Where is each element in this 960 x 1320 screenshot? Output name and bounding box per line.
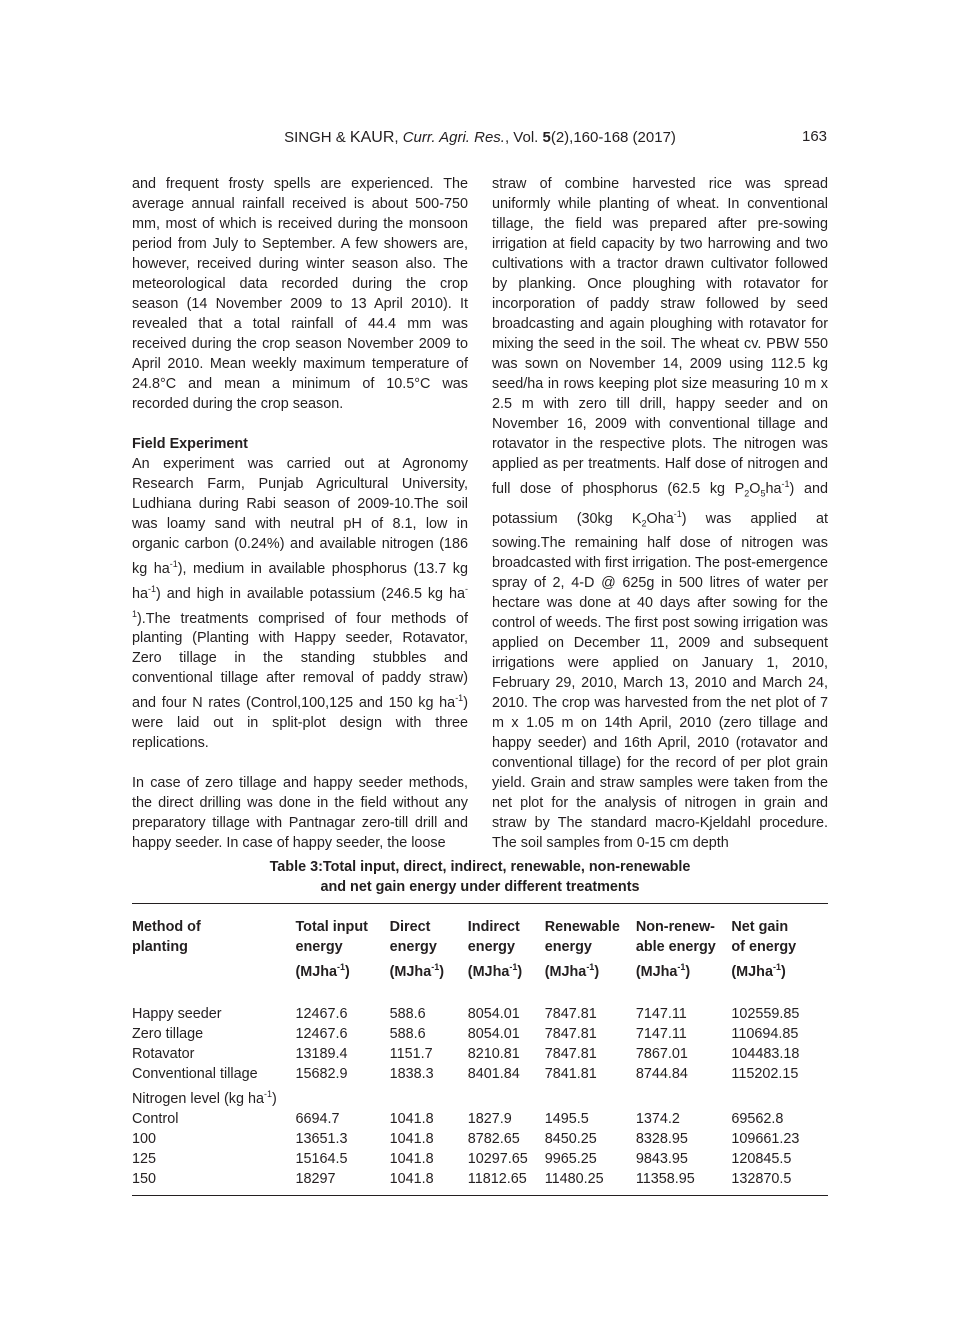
table-cell: 12467.6 (295, 1025, 348, 1042)
table-group-row (132, 1084, 828, 1109)
table-header-row (132, 904, 828, 1004)
energy-table (132, 903, 828, 1196)
page-number: 163 (802, 128, 828, 145)
issue-pages: (2),160-168 (2017) (550, 129, 676, 146)
table-cell: 150 (132, 1170, 157, 1187)
table-cell: 109661.23 (731, 1130, 800, 1147)
table-cell: 11480.25 (544, 1170, 604, 1187)
subscript: 5 (760, 488, 766, 499)
table-row (132, 1129, 828, 1149)
superscript: -1 (673, 508, 682, 519)
text-run: straw of combine harvested rice was spread uniformly while planting of wheat. In conventional tillage, the field was prepared after pre-sowing irrigation at field capacity by two harrowing and two cultivations with a tractor drawn cultivator followed by planking. Once ploughing with rotavator for incorporation of paddy straw followed by seed broadcasting and again ploughing with rotavator for mixing the seed in the soil. The wheat cv. PBW 550 was sown on November 14, 2009 using 112.5 kg seed/ha in rows keeping plot size measuring 10 m x 2.5 m with zero till drill, happy seeder and on November 16, 2009 with conventional tillage and rotavator in the respective plots. The nitrogen was applied as per treatments. Half dose of nitrogen and full dose of phosphorus (62.5 kg P (492, 176, 828, 497)
subscript: 2 (641, 518, 647, 529)
superscript: -1 (455, 693, 464, 704)
column-header: Direct energy (MJha$^{-1}$) (389, 919, 445, 980)
text-run: Oha (646, 510, 674, 527)
table-row (132, 1109, 828, 1129)
text-run: ha (765, 480, 782, 497)
table-cell: Happy seeder (132, 1005, 222, 1022)
text-run: ) were laid out in split-plot design with three replications. (132, 695, 468, 752)
table-row (132, 1149, 828, 1169)
volume-number: 5 (542, 129, 551, 146)
table-cell: 1151.7 (389, 1045, 433, 1062)
paragraph-zero-tillage: In case of zero tillage and happy seeder methods, the direct drilling was done in the field without any preparatory tillage with Pantnagar zero-till drill and happy seeder. In case of happy seeder, the loose (132, 775, 468, 852)
paragraph-climate: and frequent frosty spells are experienced. The average annual rainfall received is about 500-750 mm, most of which is received during the monsoon period from July to September. A few showers are, however, received during winter season also. The meteorological data recorded during the crop season (14 November 2009 to 13 April 2010). It revealed that a total rainfall of 44.4 mm was received during the crop season November 2009 to April 2010. Mean weekly maximum temperature of 24.8°C and mean a minimum of 10.5°C was recorded during the crop season. (132, 176, 468, 412)
text-run: O (749, 480, 761, 497)
table-cell: 8401.84 (467, 1065, 520, 1082)
superscript: -1 (148, 583, 157, 594)
text-run: An experiment was carried out at Agronomy Research Farm, Punjab Agricultural University, Ludhiana during Rabi season of 2009-10.The soil was loamy sand with neutral pH of 8.1, low in organic carbon (0.24%) and available nitrogen (186 kg ha (132, 456, 468, 577)
section-heading-field-experiment: Field Experiment (132, 436, 248, 452)
table-cell: 125 (132, 1150, 157, 1167)
table-cell: 7147.11 (635, 1025, 687, 1042)
table-cell: 1041.8 (389, 1150, 434, 1167)
table-cell: 69562.8 (731, 1110, 784, 1127)
subscript: 2 (744, 488, 750, 499)
table-cell: 7147.11 (635, 1005, 687, 1022)
journal-name: Curr. Agri. Res. (402, 129, 505, 146)
column-header: Renewable energy (MJha$^{-1}$) (544, 919, 620, 980)
text-run: ), medium in available phosphorus (13.7 kg ha (132, 560, 468, 602)
column-header: Method of planting (132, 919, 201, 955)
table-cell: 8450.25 (544, 1130, 597, 1147)
table-cell: 7847.81 (544, 1045, 597, 1062)
table-cell: 588.6 (389, 1005, 426, 1022)
table-cell: 11812.65 (467, 1170, 527, 1187)
column-header: Non-renew- able energy (MJha$^{-1}$) (635, 919, 716, 980)
table-cell: 588.6 (389, 1025, 426, 1042)
table-row (132, 1064, 828, 1084)
table-cell: 7847.81 (544, 1025, 597, 1042)
table-cell: 9965.25 (544, 1150, 597, 1167)
table-cell: 102559.85 (731, 1005, 800, 1022)
table-cell: 13189.4 (295, 1045, 348, 1062)
nitrogen-level-label: Nitrogen level (kg $ha^{-1}$) (132, 1088, 277, 1107)
paragraph-methods (492, 174, 828, 853)
table-cell: 8210.81 (467, 1045, 520, 1062)
table-cell: 115202.15 (731, 1065, 799, 1082)
table-cell: 15682.9 (295, 1065, 348, 1082)
table-cell: Control (132, 1110, 179, 1127)
table-cell: 1838.3 (389, 1065, 434, 1082)
table-cell: 13651.3 (295, 1130, 348, 1147)
table-cell: 1827.9 (467, 1110, 512, 1127)
author-text: SINGH & (284, 129, 350, 146)
table-cell: 8054.01 (467, 1005, 520, 1022)
table-bottom-rule (132, 1195, 828, 1196)
volume-label: , Vol. (504, 129, 543, 146)
column-header: Total input energy (MJha$^{-1}$) (295, 919, 368, 980)
text-run: ) and high in available potassium (246.5 kg ha (156, 585, 465, 602)
table-caption-line-2: and net gain energy under different treatments (320, 879, 640, 895)
left-column (132, 174, 468, 853)
running-header (0, 129, 960, 151)
table-cell: 120845.5 (731, 1150, 792, 1167)
energy-data-table (132, 904, 828, 1195)
table-cell: Zero tillage (132, 1025, 204, 1042)
table-cell: 8782.65 (467, 1130, 520, 1147)
column-header: Indirect energy (MJha$^{-1}$) (467, 919, 523, 980)
right-column (492, 174, 828, 853)
table-caption (132, 857, 828, 897)
table-cell: 1041.8 (389, 1170, 434, 1187)
table-caption-line-1: Table 3:Total input, direct, indirect, renewable, non-renewable (269, 859, 691, 875)
table-cell: 9843.95 (635, 1150, 688, 1167)
table-row (132, 1044, 828, 1064)
table-cell: 11358.95 (635, 1170, 695, 1187)
table-cell: 7867.01 (635, 1045, 688, 1062)
table-cell: 132870.5 (731, 1170, 792, 1187)
table-cell: 8328.95 (635, 1130, 688, 1147)
table-cell: Conventional tillage (132, 1065, 258, 1082)
table-cell: 1041.8 (389, 1130, 434, 1147)
author-text-2: KAUR (349, 129, 395, 146)
table-cell: 6694.7 (295, 1110, 340, 1127)
table-cell: 110694.85 (731, 1025, 799, 1042)
text-run: ).The treatments comprised of four methods of planting (Planting with Happy seeder, Rotavator, Zero tillage in the standing stubbles and conventional tillage after removal of paddy straw) and four N rates (Control,100,125 and 150 kg ha (132, 610, 468, 712)
table-cell: 7841.81 (544, 1065, 597, 1082)
table-row (132, 1004, 828, 1024)
table-row (132, 1024, 828, 1044)
paragraph-experiment (132, 454, 468, 753)
column-header: Net gain of energy (MJha$^{-1}$) (731, 919, 797, 980)
table-cell: 104483.18 (731, 1045, 800, 1062)
running-head: SINGH & KAUR, Curr. Agri. Res., Vol. 5(2),160-168 (2017) (284, 129, 676, 146)
table-row (132, 1169, 828, 1195)
table-cell: 7847.81 (544, 1005, 597, 1022)
superscript: -1 (169, 559, 178, 569)
table-cell: 12467.6 (295, 1005, 348, 1022)
text-run: ) and potassium (30kg K (492, 480, 828, 527)
superscript: -1 (132, 583, 468, 619)
table-cell: 8744.84 (635, 1065, 688, 1082)
text-run: ) was applied at sowing.The remaining half dose of nitrogen was broadcasted with first irrigation. The post-emergence spray of 2, 4-D @ 625g in 500 litres of water per hectare was done at 40 days after sowing for the control of weeds. The first post sowing irrigation was applied on December 11, 2009 and subsequent irrigations were applied on January 1, 2010, February 29, 2010, March 13, 2010 and March 24, 2010. The crop was harvested from the net plot of 7 m x 1.05 m on 14th April, 2010 (zero tillage and happy seeder) and 16th April, 2010 (rotavator and conventional tillage) for the record of per plot grain yield. Grain and straw samples were taken from the net plot for the analysis of nitrogen in grain and straw by The standard macro-Kjeldahl procedure. The soil samples from 0-15 cm depth (492, 510, 828, 852)
table-cell: 10297.65 (467, 1150, 528, 1167)
table-cell: Rotavator (132, 1045, 195, 1062)
table-cell: 18297 (295, 1170, 336, 1187)
table-cell: 100 (132, 1130, 157, 1147)
table-cell: 15164.5 (295, 1150, 348, 1167)
table-cell: 8054.01 (467, 1025, 520, 1042)
table-cell: 1495.5 (544, 1110, 589, 1127)
superscript: -1 (781, 479, 790, 489)
table-cell: 1374.2 (635, 1110, 680, 1127)
table-cell: 1041.8 (389, 1110, 434, 1127)
